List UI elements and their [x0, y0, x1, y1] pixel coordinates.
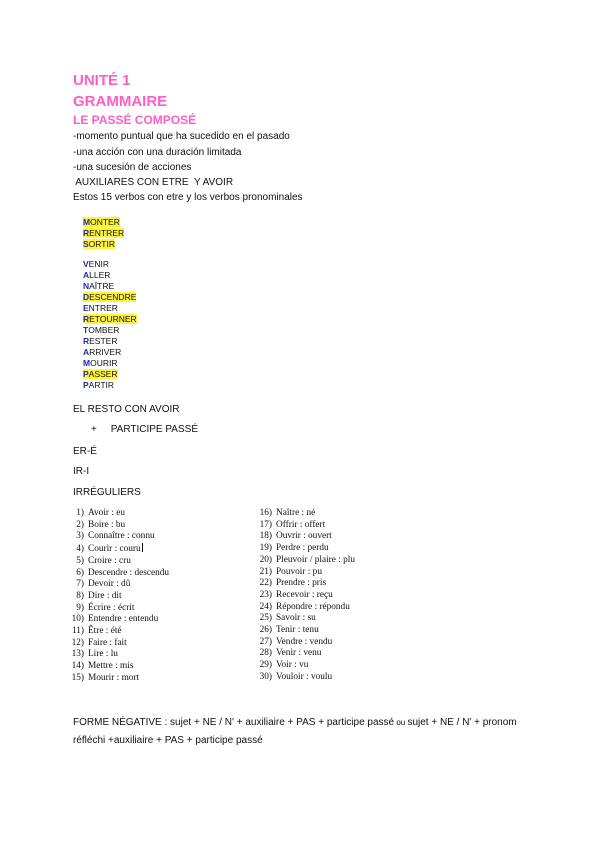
- item-number: 7): [76, 579, 84, 590]
- item-text: Mourir : mort: [88, 672, 140, 683]
- verb-item: [83, 259, 137, 270]
- item-text: Voir : vu: [276, 660, 309, 671]
- item-number: 9): [76, 602, 84, 613]
- verb-rest: OMBER: [88, 325, 120, 335]
- verb-rest: AÎTRE: [89, 281, 115, 291]
- item-text: Prendre : pris: [276, 578, 327, 589]
- item-text: Tenir : tenu: [276, 625, 319, 636]
- verb-rest: NTRER: [88, 303, 118, 313]
- item-text: Pleuvoir / plaire : plu: [276, 554, 356, 565]
- verb-initial: A: [83, 347, 90, 357]
- irregular-verb-item: [256, 520, 355, 532]
- verb-rest: ASSER: [88, 369, 118, 379]
- irregular-verb-item: [256, 625, 355, 637]
- irregular-verb-item: [256, 590, 355, 602]
- item-number: 23): [259, 589, 272, 600]
- irregular-verb-item: [68, 520, 169, 532]
- negative-form-ou: ou: [394, 718, 408, 727]
- irregular-verb-item: [256, 531, 355, 543]
- unit-title: UNITÉ 1: [73, 72, 131, 89]
- verb-item: [83, 358, 137, 369]
- verb-initial: P: [83, 369, 89, 379]
- item-text: Avoir : eu: [88, 508, 126, 518]
- irregular-verb-item: [256, 567, 355, 579]
- irregular-verb-item: [68, 508, 169, 520]
- verb-initial: N: [83, 281, 90, 291]
- verb-initial: R: [83, 336, 90, 346]
- irreguliers-heading: IRRÉGULIERS: [73, 487, 141, 498]
- irregular-verb-item: [256, 555, 355, 567]
- negative-form-part1: FORME NÉGATIVE : sujet + NE / N' + auxiliaire + PAS + participe passé: [73, 717, 395, 728]
- verb-item: [83, 336, 137, 347]
- negative-form-part2: sujet + NE / N' + pronom réfléchi +auxiliaire + PAS + participe passé: [73, 717, 517, 746]
- section-title: GRAMMAIRE: [73, 93, 168, 110]
- irregular-list-left: [68, 508, 169, 685]
- item-number: 22): [259, 578, 272, 589]
- verb-rest: ORTIR: [88, 239, 115, 249]
- item-text: Lire : lu: [88, 649, 118, 660]
- verb-initial: D: [83, 292, 90, 302]
- verb-item: [83, 314, 137, 325]
- item-number: 28): [259, 648, 272, 659]
- item-text: Pouvoir : pu: [276, 566, 322, 577]
- verb-initial: V: [83, 259, 89, 269]
- mrs-verb-list: [83, 217, 124, 250]
- verb-initial: P: [83, 380, 89, 390]
- irregular-verb-item: [68, 591, 169, 603]
- irregular-verb-item: [256, 613, 355, 625]
- item-number: 5): [76, 555, 84, 566]
- verb-item: [83, 239, 124, 250]
- item-text: Mettre : mis: [88, 661, 134, 672]
- item-number: 15): [71, 672, 84, 683]
- verb-rest: ESCENDRE: [89, 292, 137, 302]
- irregular-verb-item: [256, 578, 355, 590]
- verb-item: [83, 347, 137, 358]
- item-text: Dire : dit: [88, 590, 122, 601]
- irregular-verb-item: [256, 660, 355, 672]
- item-number: 12): [71, 637, 84, 648]
- item-number: 13): [71, 649, 84, 660]
- item-text: Devoir : dû: [88, 579, 131, 590]
- irregular-verb-item: [256, 602, 355, 614]
- item-number: 17): [259, 519, 272, 530]
- irregular-verb-item: [68, 638, 169, 650]
- use-line-2: -una acción con una duración limitada: [73, 147, 242, 158]
- verb-initial: R: [83, 314, 90, 324]
- item-text: Écrire : écrit: [88, 602, 135, 613]
- item-number: 26): [259, 625, 272, 636]
- verb-initial: M: [83, 358, 91, 368]
- item-text: Répondre : répondu: [276, 601, 350, 612]
- item-number: 29): [259, 660, 272, 671]
- item-text: Croire : cru: [88, 555, 131, 566]
- text-cursor: [142, 543, 143, 552]
- item-text: Boire : bu: [88, 519, 126, 530]
- verb-item: [83, 369, 137, 380]
- verb-item: [83, 270, 137, 281]
- verb-initial: M: [83, 217, 91, 227]
- verb-item: [83, 325, 137, 336]
- verb-item: [83, 228, 124, 239]
- irregular-verb-item: [68, 673, 169, 685]
- verb-initial: R: [83, 228, 90, 238]
- participe-passe: + PARTICIPE PASSÉ: [91, 424, 198, 435]
- verb-item: [83, 217, 124, 228]
- vandertramp-verb-list: [83, 259, 137, 391]
- verb-rest: ENIR: [88, 259, 109, 269]
- item-text: Vendre : vendu: [276, 636, 333, 647]
- item-number: 2): [76, 519, 84, 530]
- irregular-verb-item: [256, 672, 355, 684]
- irregular-verb-item: [68, 531, 169, 543]
- rest-avoir: EL RESTO CON AVOIR: [73, 404, 180, 415]
- item-number: 3): [76, 531, 84, 542]
- item-text: Ouvrir : ouvert: [276, 531, 332, 542]
- irregular-verb-item: [68, 614, 169, 626]
- item-number: 16): [259, 508, 272, 518]
- verb-initial: S: [83, 239, 89, 249]
- irregular-verb-item: [68, 543, 169, 556]
- item-text: Perdre : perdu: [276, 543, 329, 554]
- verb-item: [83, 281, 137, 292]
- item-text: Être : été: [88, 626, 122, 637]
- item-number: 18): [259, 531, 272, 542]
- irregular-verb-item: [256, 648, 355, 660]
- verb-rest: LLER: [89, 270, 111, 280]
- item-number: 1): [76, 508, 84, 518]
- item-number: 11): [71, 626, 84, 637]
- aux-note: Estos 15 verbos con etre y los verbos pronominales: [73, 192, 303, 203]
- item-number: 30): [259, 671, 272, 682]
- irregular-verb-item: [256, 637, 355, 649]
- verb-rest: ENTRER: [89, 228, 125, 238]
- verb-item: [83, 292, 137, 303]
- verb-rest: ARTIR: [88, 380, 115, 390]
- item-text: Recevoir : reçu: [276, 589, 333, 600]
- item-text: Connaître : connu: [88, 531, 155, 542]
- irregular-verb-item: [256, 543, 355, 555]
- verb-item: [83, 303, 137, 314]
- verb-initial: T: [83, 325, 89, 335]
- use-line-1: -momento puntual que ha sucedido en el pasado: [73, 131, 290, 142]
- item-number: 14): [71, 661, 84, 672]
- item-number: 27): [259, 636, 272, 647]
- item-text: Faire : fait: [88, 637, 127, 648]
- item-number: 21): [259, 566, 272, 577]
- verb-rest: ETOURNER: [89, 314, 137, 324]
- item-number: 20): [259, 554, 272, 565]
- verb-initial: A: [83, 270, 90, 280]
- verb-rest: OURIR: [90, 358, 118, 368]
- item-text: Descendre : descendu: [88, 567, 170, 578]
- item-text: Courir : couru: [88, 544, 141, 555]
- verb-initial: E: [83, 303, 89, 313]
- irregular-verb-item: [68, 579, 169, 591]
- item-text: Venir : venu: [276, 648, 322, 659]
- item-number: 6): [76, 567, 84, 578]
- use-line-3: -una sucesión de acciones: [73, 162, 192, 173]
- item-number: 8): [76, 590, 84, 601]
- verb-rest: ONTER: [90, 217, 120, 227]
- verb-rest: RRIVER: [89, 347, 122, 357]
- item-number: 10): [71, 614, 84, 625]
- item-text: Entendre : entendu: [88, 614, 159, 625]
- item-text: Offrir : offert: [276, 519, 326, 530]
- irregular-verb-item: [68, 649, 169, 661]
- verb-item: [83, 380, 137, 391]
- item-number: 24): [259, 601, 272, 612]
- item-number: 19): [259, 543, 272, 554]
- item-text: Naître : né: [276, 508, 316, 518]
- verb-rest: ESTER: [89, 336, 118, 346]
- ir-rule: IR-I: [73, 466, 90, 477]
- item-number: 25): [259, 613, 272, 624]
- negative-form: [73, 714, 543, 750]
- irregular-list-right: [256, 508, 355, 684]
- item-text: Vouloir : voulu: [276, 671, 333, 682]
- item-number: 4): [76, 544, 84, 555]
- irregular-verb-item: [68, 661, 169, 673]
- er-rule: ER-É: [73, 446, 97, 457]
- irregular-verb-item: [68, 626, 169, 638]
- item-text: Savoir : su: [276, 613, 316, 624]
- irregular-verb-item: [68, 568, 169, 580]
- aux-heading: AUXILIARES CON ETRE Y AVOIR: [73, 177, 234, 188]
- irregular-verb-item: [68, 603, 169, 615]
- topic-subtitle: LE PASSÉ COMPOSÉ: [73, 113, 197, 127]
- irregular-verb-item: [256, 508, 355, 520]
- irregular-verb-item: [68, 556, 169, 568]
